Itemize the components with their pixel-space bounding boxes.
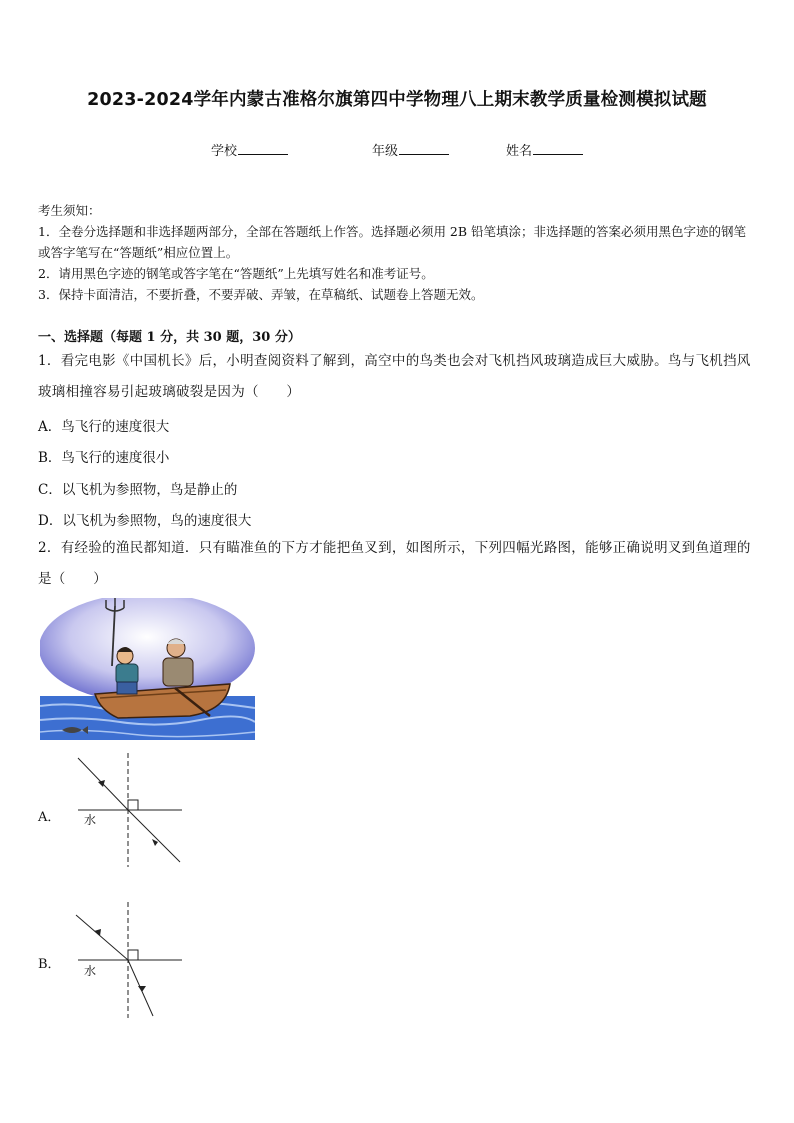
notice-item-3: 3．保持卡面清洁，不要折叠，不要弄破、弄皱，在草稿纸、试题卷上答题无效。: [38, 287, 484, 302]
question-1-option-c[interactable]: C．以飞机为参照物，鸟是静止的: [38, 482, 238, 498]
notice-item-1: 1．全卷分选择题和非选择题两部分，全部在答题纸上作答。选择题必须用 2B 铅笔填涂；非选择题的答案必须用黑色字迹的钢笔或答字笔写在“答题纸”相应位置上。: [38, 224, 747, 260]
section-heading: 一、选择题（每题 1 分，共 30 题，30 分）: [38, 330, 301, 345]
grade-label: 年级: [372, 144, 399, 159]
school-label: 学校: [211, 144, 238, 159]
figure-a-light-path: [70, 750, 190, 870]
school-field[interactable]: [211, 140, 288, 159]
figure-a-label[interactable]: A．: [38, 810, 61, 825]
figure-b-water-label: 水: [84, 964, 97, 978]
question-1-option-a[interactable]: A．鸟飞行的速度很大: [38, 419, 170, 435]
grade-field[interactable]: [372, 140, 449, 159]
notice-item-2: 2．请用黑色字迹的钢笔或答字笔在“答题纸”上先填写姓名和准考证号。: [38, 266, 434, 281]
question-1-stem: 1．看完电影《中国机长》后，小明查阅资料了解到，高空中的鸟类也会对飞机挡风玻璃造成巨大威胁。鸟与飞机挡风玻璃相撞容易引起玻璃破裂是因为（ ）: [38, 353, 751, 400]
question-1-option-b[interactable]: B．鸟飞行的速度很小: [38, 450, 170, 466]
fisherman-illustration: [40, 598, 255, 740]
name-blank[interactable]: [533, 142, 583, 155]
figure-b-light-path: [70, 900, 190, 1020]
school-blank[interactable]: [238, 142, 288, 155]
question-1-option-d[interactable]: D．以飞机为参照物，鸟的速度很大: [38, 513, 252, 529]
name-label: 姓名: [506, 144, 533, 159]
notice-heading: 考生须知：: [38, 203, 101, 218]
figure-b-label[interactable]: B．: [38, 957, 61, 972]
grade-blank[interactable]: [399, 142, 449, 155]
page-title: 2023-2024学年内蒙古准格尔旗第四中学物理八上期末教学质量检测模拟试题: [87, 90, 707, 110]
question-2-stem: 2．有经验的渔民都知道．只有瞄准鱼的下方才能把鱼叉到，如图所示，下列四幅光路图，能够正确说明叉到鱼道理的是（ ）: [38, 540, 751, 587]
figure-a-water-label: 水: [84, 813, 97, 827]
name-field[interactable]: [506, 140, 583, 159]
